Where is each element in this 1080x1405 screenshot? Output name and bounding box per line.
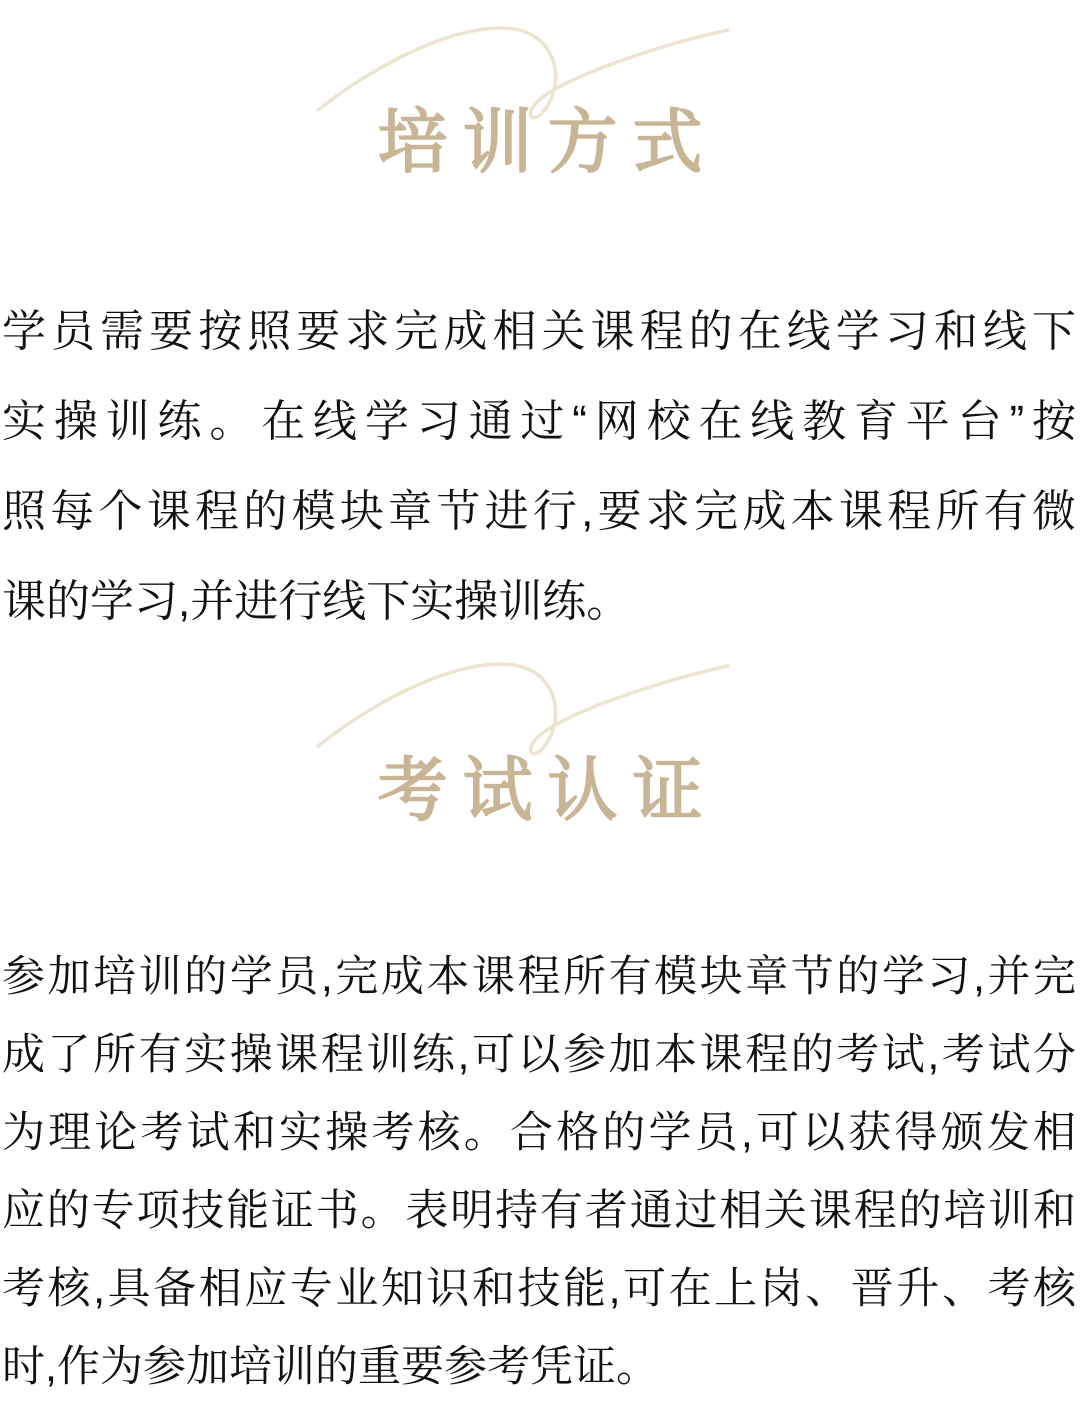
paragraph-line: 成了所有实操课程训练,可以参加本课程的考试,考试分 <box>2 1031 1076 1079</box>
paragraph-line: 照每个课程的模块章节进行,要求完成本课程所有微 <box>2 487 1076 536</box>
paragraph-line: 应的专项技能证书。表明持有者通过相关课程的培训和 <box>2 1187 1076 1235</box>
paragraph-line: 为理论考试和实操考核。合格的学员,可以获得颁发相 <box>2 1109 1076 1157</box>
paragraph-line: 时,作为参加培训的重要参考凭证。 <box>2 1343 659 1391</box>
paragraph-line: 学员需要按照要求完成相关课程的在线学习和线下 <box>2 307 1076 356</box>
section-title-training-method: 培训方式 <box>377 103 718 181</box>
paragraph-line: 考核,具备相应专业知识和技能,可在上岗、晋升、考核 <box>2 1265 1076 1313</box>
paragraph-line: 课的学习,并进行线下实操训练。 <box>2 577 631 626</box>
exam-certification-paragraph <box>2 938 1076 1405</box>
paragraph-line: 参加培训的学员,完成本课程所有模块章节的学习,并完 <box>2 953 1076 1001</box>
training-method-paragraph <box>2 287 1076 647</box>
section-title-exam-certification: 考试认证 <box>377 751 718 829</box>
swoosh-decoration-icon <box>298 658 738 758</box>
paragraph-line: 实操训练。在线学习通过“网校在线教育平台”按 <box>2 397 1076 446</box>
